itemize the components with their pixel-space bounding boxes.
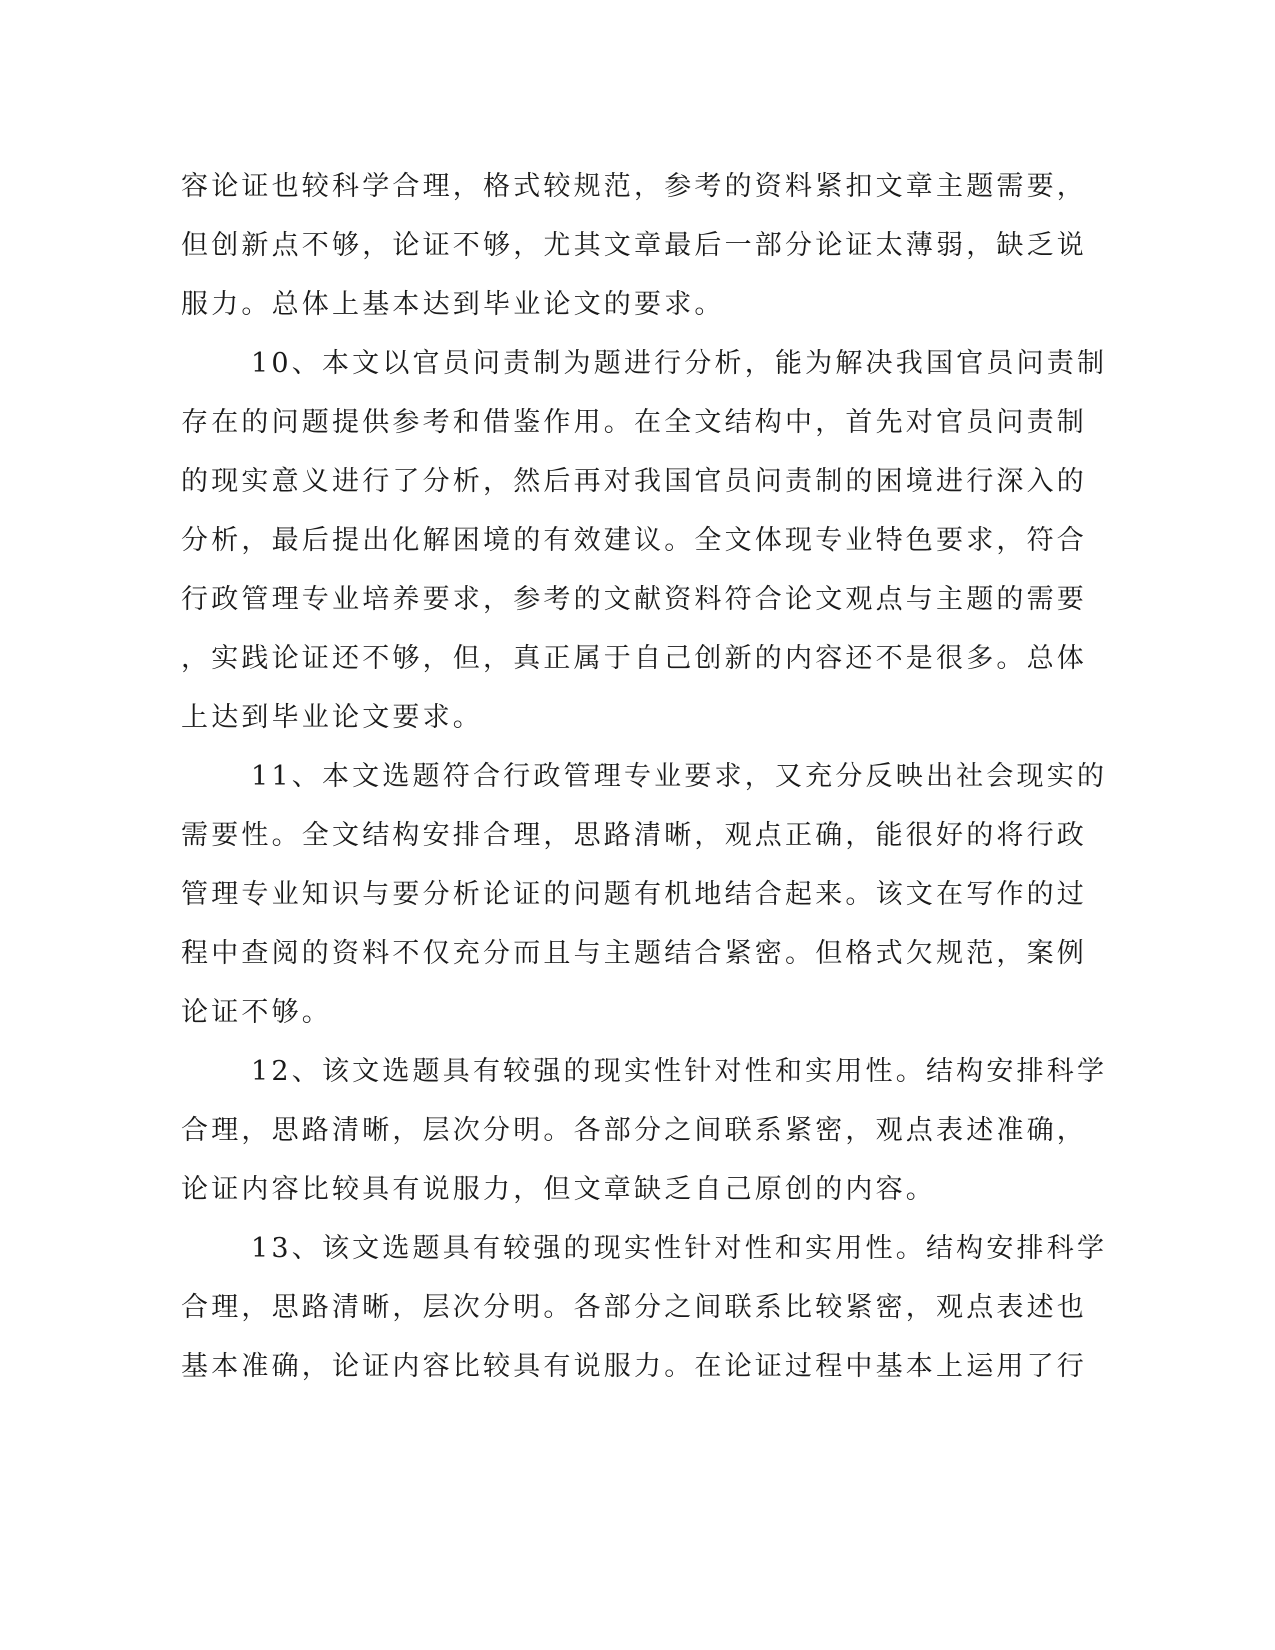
text-line: 合理，思路清晰，层次分明。各部分之间联系紧密，观点表述准确， (181, 1115, 1087, 1146)
text-line: 服力。总体上基本达到毕业论文的要求。 (181, 289, 725, 320)
text-line: 的现实意义进行了分析，然后再对我国官员问责制的困境进行深入的 (181, 466, 1087, 497)
paragraph-10 (181, 334, 1108, 747)
text-line: 上达到毕业论文要求。 (181, 702, 483, 733)
text-line: 12、该文选题具有较强的现实性针对性和实用性。结构安排科学 (251, 1056, 1108, 1087)
text-line: 13、该文选题具有较强的现实性针对性和实用性。结构安排科学 (251, 1233, 1108, 1264)
text-line: 10、本文以官员问责制为题进行分析，能为解决我国官员问责制 (251, 348, 1108, 379)
text-line: 基本准确，论证内容比较具有说服力。在论证过程中基本上运用了行 (181, 1351, 1087, 1382)
document-body (181, 157, 1108, 1396)
paragraph-13 (181, 1219, 1108, 1396)
text-line: 存在的问题提供参考和借鉴作用。在全文结构中，首先对官员问责制 (181, 407, 1087, 438)
paragraph-continuation (181, 157, 1087, 334)
text-line: 论证内容比较具有说服力，但文章缺乏自己原创的内容。 (181, 1174, 936, 1205)
text-line: 论证不够。 (181, 997, 332, 1028)
paragraph-11 (181, 747, 1108, 1042)
text-line: 需要性。全文结构安排合理，思路清晰，观点正确，能很好的将行政 (181, 820, 1087, 851)
text-line: 但创新点不够，论证不够，尤其文章最后一部分论证太薄弱，缺乏说 (181, 230, 1087, 261)
text-line: 11、本文选题符合行政管理专业要求，又充分反映出社会现实的 (251, 761, 1108, 792)
text-line: ，实践论证还不够，但，真正属于自己创新的内容还不是很多。总体 (181, 643, 1087, 674)
text-line: 程中查阅的资料不仅充分而且与主题结合紧密。但格式欠规范，案例 (181, 938, 1087, 969)
text-line: 行政管理专业培养要求，参考的文献资料符合论文观点与主题的需要 (181, 584, 1087, 615)
text-line: 分析，最后提出化解困境的有效建议。全文体现专业特色要求，符合 (181, 525, 1087, 556)
text-line: 容论证也较科学合理，格式较规范，参考的资料紧扣文章主题需要， (181, 171, 1087, 202)
paragraph-12 (181, 1042, 1108, 1219)
text-line: 合理，思路清晰，层次分明。各部分之间联系比较紧密，观点表述也 (181, 1292, 1087, 1323)
text-line: 管理专业知识与要分析论证的问题有机地结合起来。该文在写作的过 (181, 879, 1087, 910)
